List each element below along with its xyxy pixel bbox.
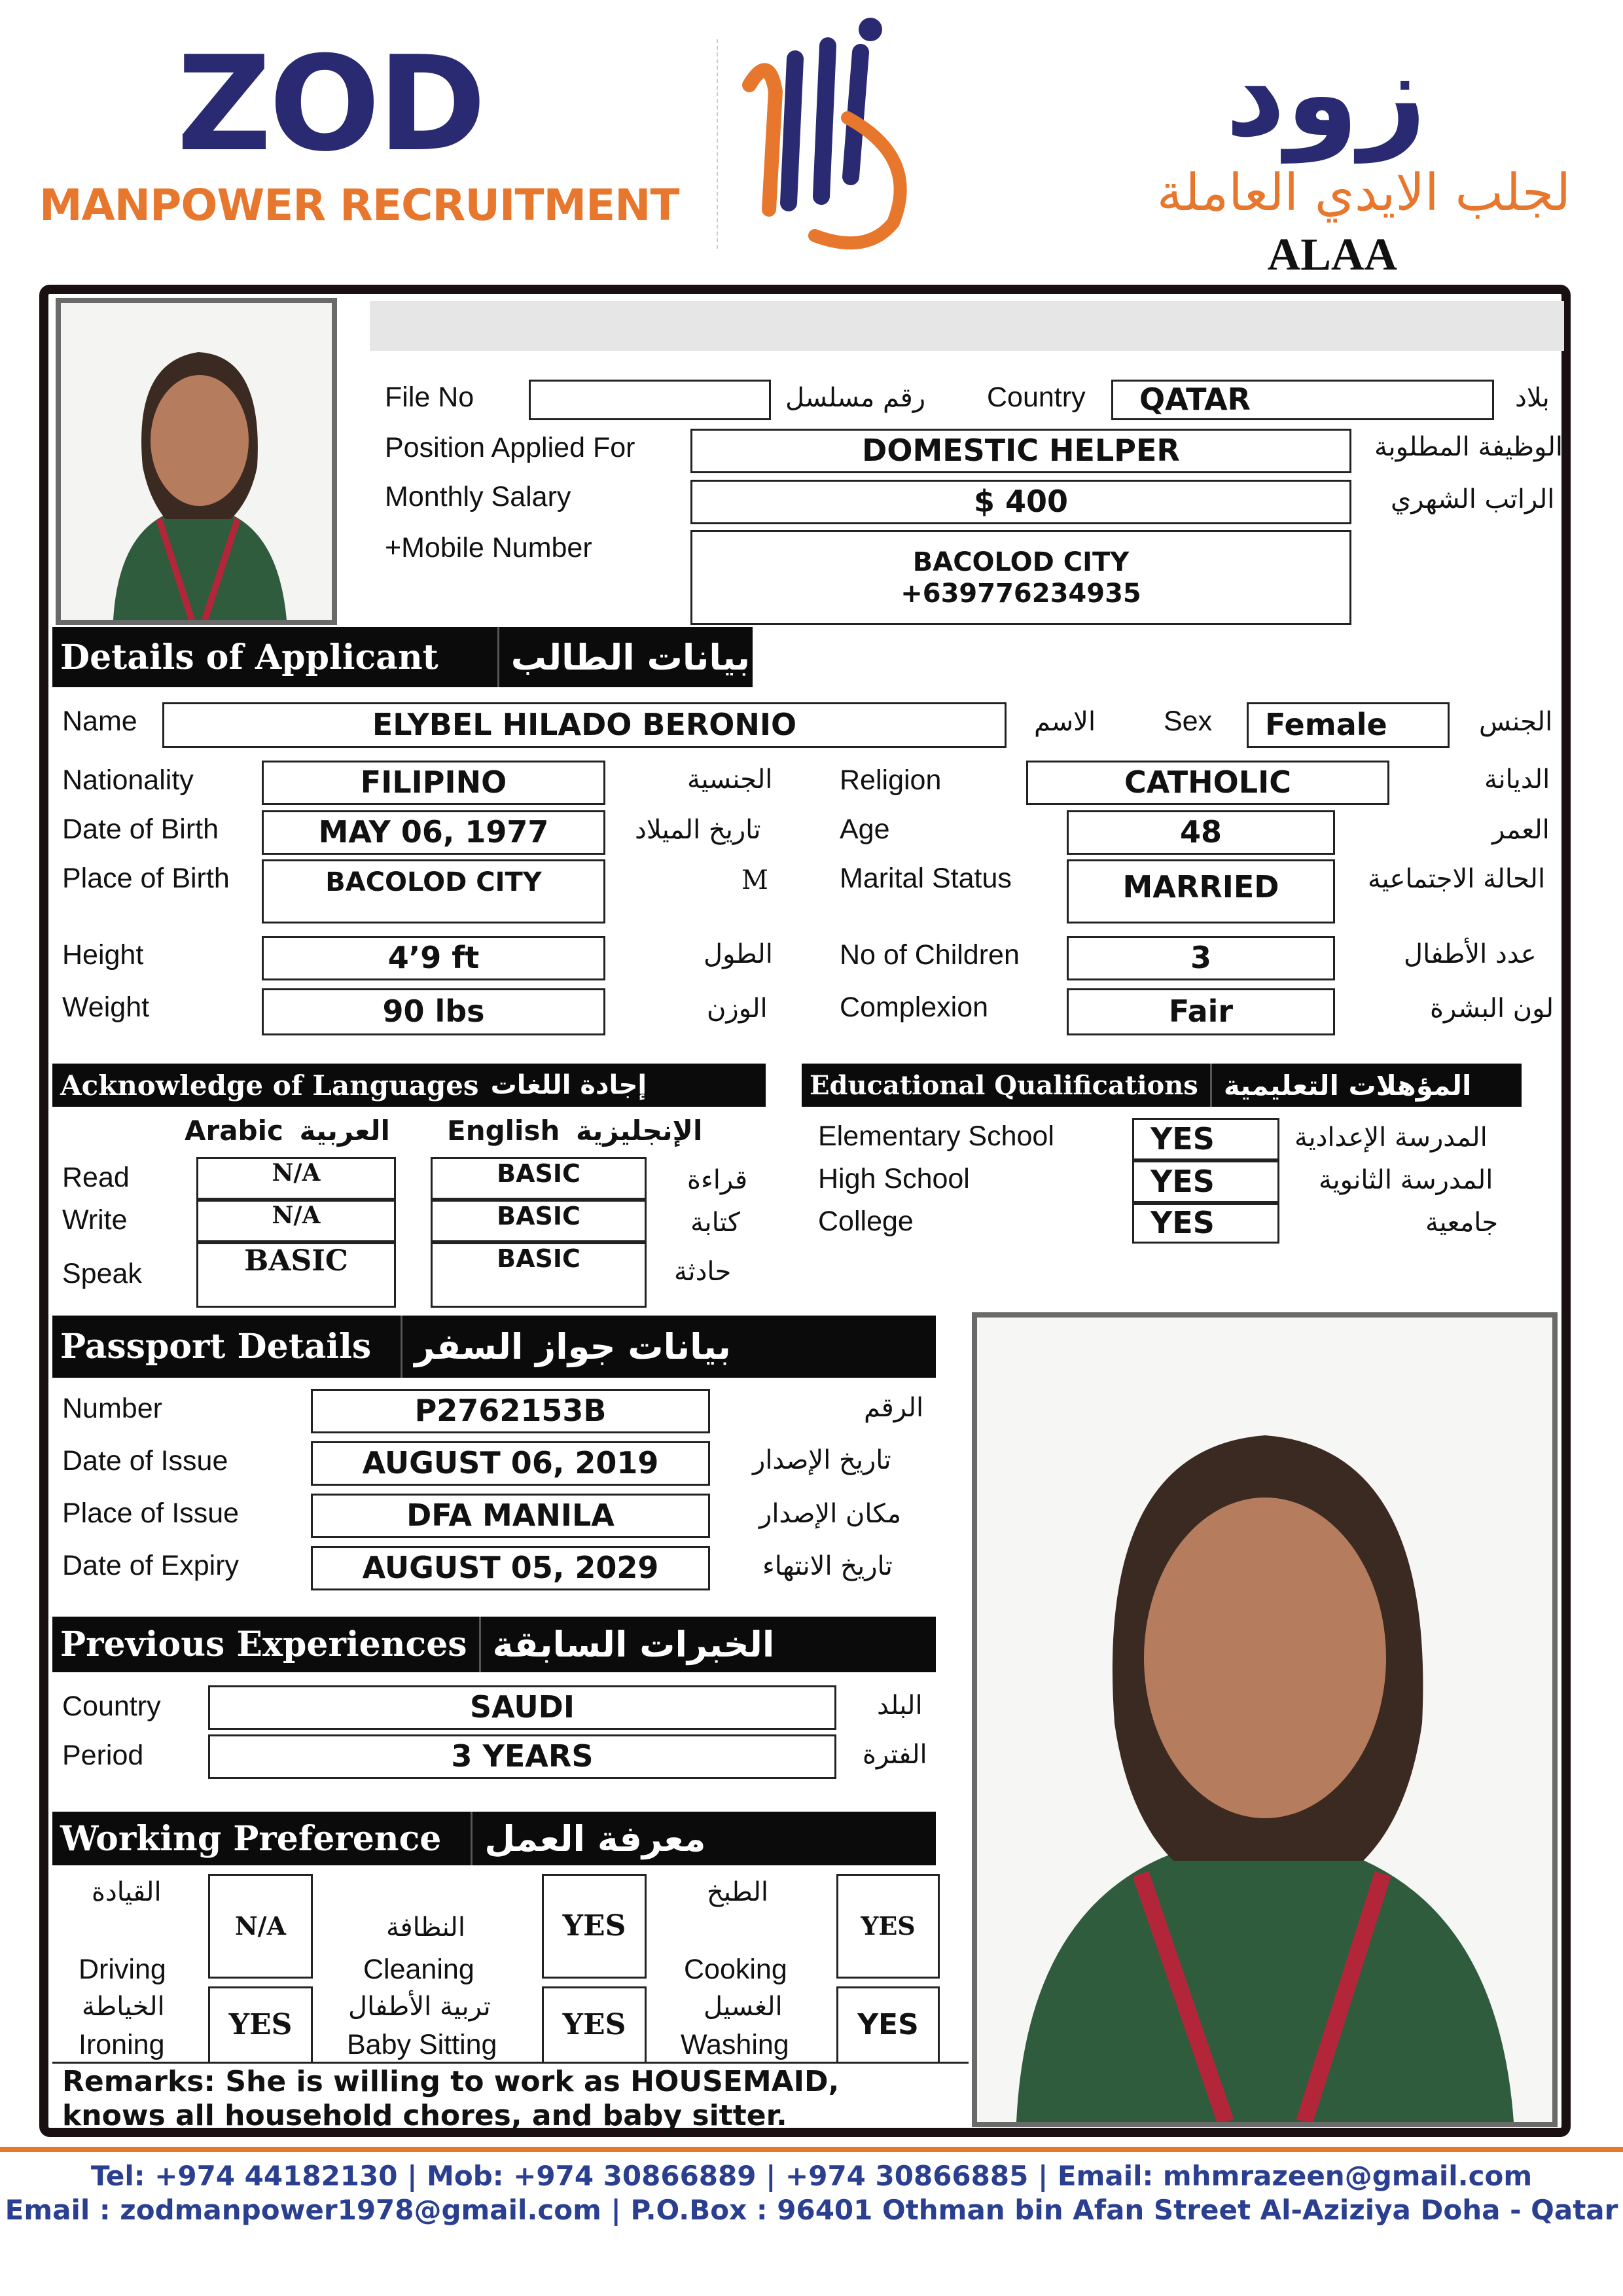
speak-english-cell: BASIC (431, 1242, 647, 1308)
ironing-label-ar: الخياطة (82, 1992, 165, 2022)
dob-label-ar: تاريخ الميلاد (635, 815, 761, 845)
brand-logo-arabic: زود (1225, 26, 1427, 163)
section-title: Passport Details (60, 1327, 372, 1367)
nationality-label: Nationality (62, 764, 194, 796)
elementary-label: Elementary School (818, 1121, 1054, 1152)
issue-date-field: AUGUST 06, 2019 (311, 1441, 710, 1486)
section-header-applicant (52, 627, 753, 687)
exp-period-field: 3 YEARS (208, 1734, 836, 1779)
section-title-ar: بيانات جواز السفر (414, 1326, 731, 1367)
position-label-ar: الوظيفة المطلوبة (1374, 432, 1563, 462)
file-no-label-ar: رقم مسلسل (785, 383, 926, 413)
position-label: Position Applied For (385, 432, 635, 463)
age-label: Age (840, 814, 890, 845)
pob-field: BACOLOD CITY (262, 859, 605, 924)
section-title-ar: الخبرات السابقة (492, 1624, 775, 1665)
read-english-cell: BASIC (431, 1157, 647, 1200)
children-label: No of Children (840, 939, 1020, 971)
footer-contact-line2: Email : zodmanpower1978@gmail.com | P.O.Box : 96401 Othman bin Afan Street Al-Aziziya Doha - Qatar (5, 2194, 1618, 2226)
write-arabic-cell: N/A (196, 1200, 396, 1242)
arabic-lang-header: Arabic العربية (185, 1115, 390, 1147)
high-school-label: High School (818, 1163, 970, 1194)
driving-field: N/A (208, 1874, 313, 1979)
issue-place-label: Place of Issue (62, 1498, 240, 1529)
mobile-label: +Mobile Number (385, 532, 592, 564)
weight-label-ar: الوزن (707, 994, 768, 1024)
section-header-education (802, 1064, 1522, 1107)
header-divider (471, 1812, 473, 1865)
college-label-ar: جامعية (1425, 1208, 1499, 1238)
write-english-cell: BASIC (431, 1200, 647, 1242)
section-header-preference (52, 1812, 936, 1865)
section-title: Details of Applicant (60, 637, 438, 677)
religion-field: CATHOLIC (1026, 761, 1389, 805)
marital-field: MARRIED (1067, 859, 1335, 924)
religion-label-ar: الديانة (1484, 764, 1550, 795)
brand-logo-text: ZOD (177, 28, 484, 181)
elementary-label-ar: المدرسة الإعدادية (1294, 1122, 1488, 1153)
company-emblem-icon (730, 13, 926, 255)
write-label-ar: كتابة (690, 1208, 740, 1238)
mobile-city: BACOLOD CITY (912, 547, 1130, 577)
washing-label: Washing (681, 2029, 789, 2060)
passport-number-label: Number (62, 1393, 162, 1424)
baby-sitting-label-ar: تربية الأطفال (348, 1992, 491, 2022)
nationality-label-ar: الجنسية (687, 764, 773, 795)
sex-label-ar: الجنس (1479, 707, 1553, 737)
high-school-label-ar: المدرسة الثانوية (1319, 1165, 1493, 1195)
complexion-field: Fair (1067, 988, 1335, 1035)
washing-label-ar: الغسيل (704, 1992, 783, 2022)
high-school-field: YES (1132, 1160, 1279, 1203)
brand-subtitle-arabic: لجلب الايدي العاملة (1156, 164, 1571, 223)
header-divider (479, 1617, 481, 1672)
cleaning-label: Cleaning (363, 1954, 474, 1985)
pob-label-ar: M (741, 865, 768, 895)
children-field: 3 (1067, 936, 1335, 980)
country-label-ar: بلاد (1515, 383, 1550, 413)
brand-subtitle: MANPOWER RECRUITMENT (39, 180, 679, 230)
header-divider (497, 627, 499, 687)
issue-place-field: DFA MANILA (311, 1494, 710, 1538)
section-title: Working Preference (60, 1818, 442, 1859)
exp-country-label-ar: البلد (877, 1691, 923, 1721)
file-no-field (529, 380, 771, 420)
country-field: QATAR (1111, 380, 1494, 420)
driving-label: Driving (79, 1954, 166, 1985)
cooking-field: YES (836, 1874, 940, 1979)
section-title-ar: معرفة العمل (484, 1818, 706, 1859)
exp-period-label: Period (62, 1740, 144, 1771)
speak-label-ar: حادثة (674, 1257, 732, 1287)
salary-label-ar: الراتب الشهري (1391, 484, 1555, 514)
file-no-label: File No (385, 382, 474, 413)
exp-country-label: Country (62, 1691, 161, 1722)
marital-label: Marital Status (840, 863, 1012, 894)
expiry-date-field: AUGUST 05, 2029 (311, 1546, 710, 1590)
agent-name: ALAA (1267, 230, 1397, 280)
sex-label: Sex (1164, 706, 1213, 737)
cooking-label-ar: الطبخ (707, 1877, 769, 1907)
remarks-divider (52, 2062, 969, 2064)
section-title-ar: إجادة اللغات (490, 1070, 647, 1100)
issue-place-label-ar: مكان الإصدار (759, 1499, 902, 1529)
cooking-label: Cooking (684, 1954, 787, 1985)
speak-label: Speak (62, 1258, 142, 1289)
exp-country-field: SAUDI (208, 1685, 836, 1730)
age-field: 48 (1067, 810, 1335, 855)
height-label: Height (62, 939, 144, 971)
washing-field: YES (836, 1986, 940, 2064)
religion-label: Religion (840, 764, 942, 796)
section-title: Acknowledge of Languages (60, 1069, 479, 1102)
sex-field: Female (1247, 702, 1450, 748)
mobile-number: +639776234935 (901, 578, 1141, 609)
exp-period-label-ar: الفترة (863, 1740, 927, 1770)
issue-date-label-ar: تاريخ الإصدار (753, 1445, 891, 1475)
position-field: DOMESTIC HELPER (690, 429, 1351, 473)
speak-arabic-cell: BASIC (196, 1242, 396, 1308)
footer-rule (0, 2147, 1623, 2152)
section-title-ar: المؤهلات التعليمية (1223, 1069, 1472, 1102)
complexion-label: Complexion (840, 992, 989, 1023)
header-divider (1210, 1064, 1212, 1107)
name-label: Name (62, 706, 137, 737)
country-label: Country (987, 382, 1086, 413)
baby-sitting-label: Baby Sitting (347, 2029, 497, 2060)
section-title: Educational Qualifications (810, 1069, 1198, 1101)
college-field: YES (1132, 1203, 1279, 1244)
height-field: 4’9 ft (262, 936, 605, 980)
section-title-ar: بيانات الطالب (510, 636, 751, 678)
cleaning-field: YES (542, 1874, 647, 1979)
section-header-passport (52, 1316, 936, 1378)
read-label: Read (62, 1162, 130, 1193)
ironing-label: Ironing (79, 2029, 165, 2060)
marital-label-ar: الحالة الاجتماعية (1368, 864, 1546, 894)
salary-field: $ 400 (690, 480, 1351, 524)
cleaning-label-ar: النظافة (386, 1912, 465, 1943)
footer-contact-line1: Tel: +974 44182130 | Mob: +974 30866889 | +974 30866885 | Email: mhmrazeen@gmail.com (90, 2160, 1533, 2192)
write-label: Write (62, 1204, 128, 1236)
read-arabic-cell: N/A (196, 1157, 396, 1200)
passport-number-label-ar: الرقم (864, 1393, 924, 1423)
mobile-field (690, 530, 1351, 625)
salary-label: Monthly Salary (385, 481, 571, 512)
issue-date-label: Date of Issue (62, 1445, 228, 1477)
top-grey-bar (370, 301, 1564, 351)
pob-label: Place of Birth (62, 863, 230, 894)
expiry-date-label: Date of Expiry (62, 1550, 240, 1581)
dob-label: Date of Birth (62, 814, 219, 845)
section-header-experience (52, 1617, 936, 1672)
complexion-label-ar: لون البشرة (1430, 994, 1554, 1024)
section-title: Previous Experiences (60, 1624, 467, 1664)
children-label-ar: عدد الأطفال (1404, 939, 1537, 969)
age-label-ar: العمر (1492, 815, 1550, 845)
english-lang-header: English الإنجليزية (447, 1115, 703, 1147)
section-header-languages (52, 1064, 766, 1107)
driving-label-ar: القيادة (92, 1877, 162, 1907)
height-label-ar: الطول (704, 939, 773, 969)
ironing-field: YES (208, 1986, 313, 2064)
expiry-date-label-ar: تاريخ الانتهاء (762, 1551, 893, 1581)
passport-number-field: P2762153B (311, 1389, 710, 1433)
dob-field: MAY 06, 1977 (262, 810, 605, 855)
college-label: College (818, 1206, 914, 1237)
weight-field: 90 lbs (262, 988, 605, 1035)
remarks-text: Remarks: She is willing to work as HOUSEMAID, knows all household chores, and baby sitter. (62, 2065, 840, 2132)
nationality-field: FILIPINO (262, 761, 605, 805)
applicant-photo-large (972, 1312, 1558, 2127)
read-label-ar: قراءة (687, 1165, 748, 1195)
header-divider (401, 1316, 402, 1378)
weight-label: Weight (62, 992, 150, 1023)
elementary-field: YES (1132, 1118, 1279, 1160)
applicant-photo-small (56, 298, 337, 625)
name-label-ar: الاسم (1034, 707, 1096, 737)
baby-sitting-field: YES (542, 1986, 647, 2064)
header-divider (717, 39, 718, 249)
name-field: ELYBEL HILADO BERONIO (162, 702, 1007, 748)
